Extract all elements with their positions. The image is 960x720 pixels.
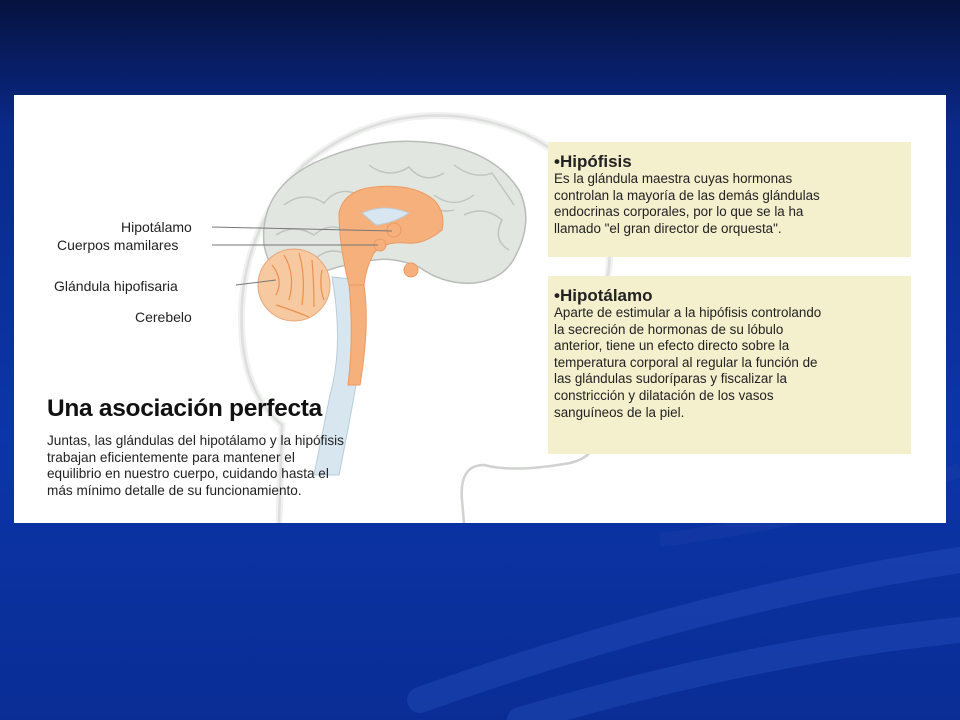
cerebellum: [258, 249, 330, 321]
hipofisis-info-box: [548, 142, 911, 257]
illustration-panel: [14, 95, 946, 523]
hipofisis-text: Es la glándula maestra cuyas hormonas controlan la mayoría de las demás glándulas endocrinas corporales, por lo que se la ha llamado "el gran director de orquesta".: [554, 171, 820, 236]
hipotalamo-text: Aparte de estimular a la hipófisis controlando la secreción de hormonas de su lóbulo anterior, tiene un efecto directo sobre la temperatura corporal al regular la función de las glándulas sudoríparas y fiscalizar la constricción y dilatación de los vasos sanguíneos de la piel.: [554, 305, 822, 420]
label-hipotalamo: Hipotálamo: [121, 219, 192, 235]
diagram-title: Una asociación perfecta: [47, 395, 322, 422]
hipotalamo-info-box: [548, 276, 911, 454]
caption-text: Juntas, las glándulas del hipotálamo y la hipófisis trabajan eficientemente para mantener el equilibrio en nuestro cuerpo, cuidando hasta el más mínimo detalle de su funcionamiento.: [47, 433, 344, 498]
label-glandula-hipofisaria: Glándula hipofisaria: [54, 278, 178, 294]
hipotalamo-heading: •Hipotálamo: [554, 286, 653, 305]
label-cuerpos-mamilares: Cuerpos mamilares: [57, 237, 179, 253]
label-cerebelo: Cerebelo: [135, 309, 192, 325]
hipofisis-heading: •Hipófisis: [554, 152, 632, 171]
